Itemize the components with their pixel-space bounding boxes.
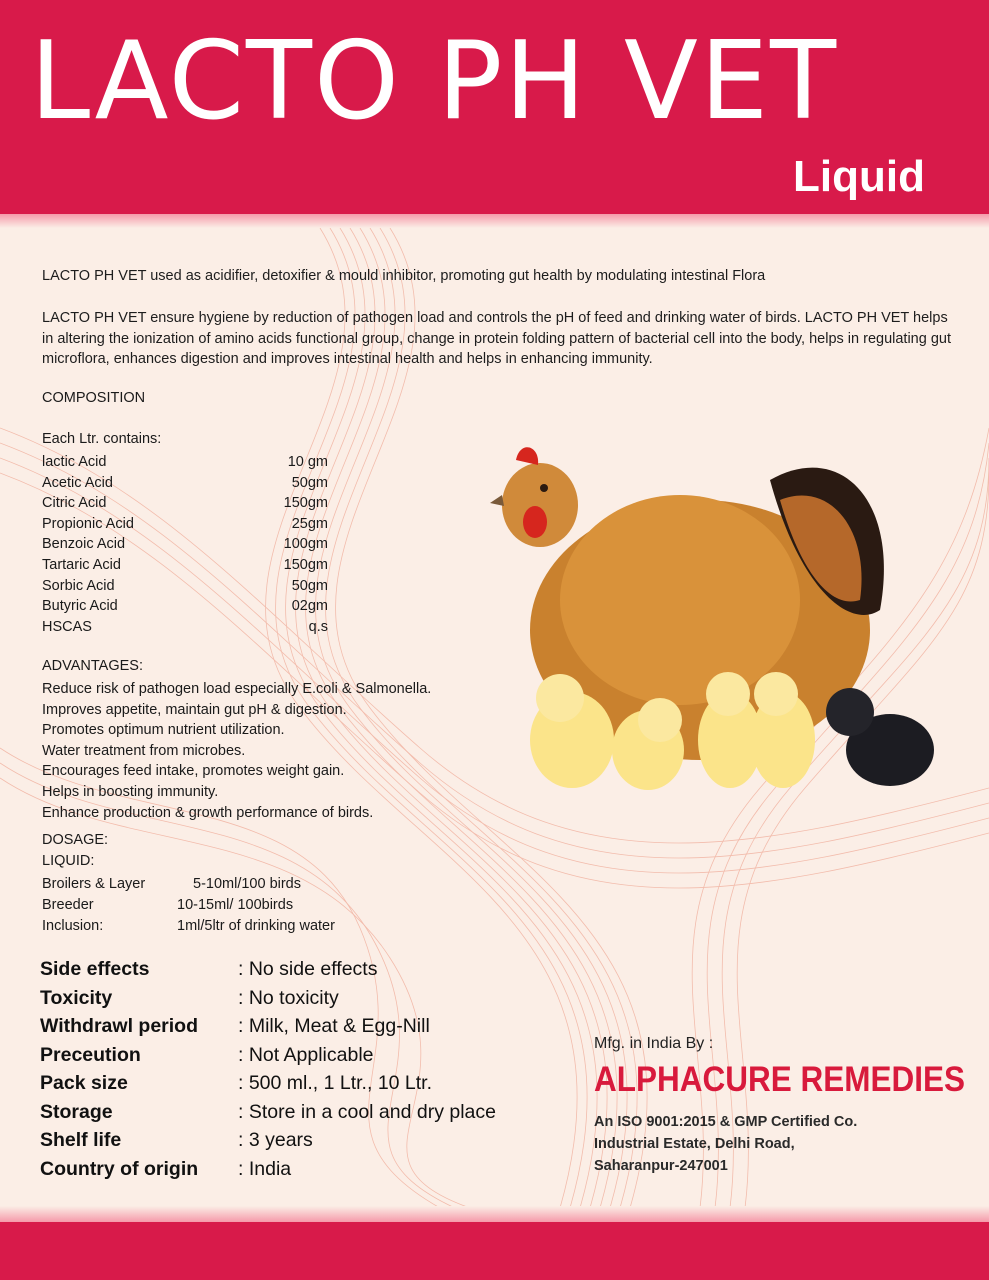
spec-row: [40, 1072, 600, 1100]
company-address-line: Industrial Estate, Delhi Road,: [594, 1136, 795, 1152]
advantage-item: Improves appetite, maintain gut pH & digestion.: [42, 701, 347, 718]
spec-value: : 500 ml., 1 Ltr., 10 Ltr.: [238, 1072, 433, 1094]
advantages-list: [42, 679, 431, 823]
dosage-title: DOSAGE:: [42, 832, 109, 848]
spec-row: [40, 987, 600, 1015]
spec-value: : India: [238, 1157, 292, 1180]
spec-label: Toxicity: [40, 986, 113, 1009]
ingredient-amount: 50gm: [291, 577, 328, 594]
dosage-value: 1ml/5ltr of drinking water: [177, 918, 335, 934]
composition-item: [42, 617, 328, 638]
dosage-value: 5-10ml/100 birds: [193, 876, 301, 892]
composition-item: [42, 514, 328, 535]
composition-item: [42, 534, 328, 555]
footer-banner: [0, 1222, 989, 1280]
ingredient-name: Acetic Acid: [42, 474, 113, 491]
ingredient-amount: 100gm: [283, 536, 328, 553]
spec-row: [40, 1101, 600, 1129]
ingredient-name: Butyric Acid: [42, 598, 118, 615]
product-title: LACTO PH VET: [30, 19, 839, 144]
advantage-item: Encourages feed intake, promotes weight gain.: [42, 763, 345, 780]
advantage-item: Promotes optimum nutrient utilization.: [42, 722, 285, 739]
ingredient-amount: 50gm: [291, 474, 328, 491]
composition-item: [42, 596, 328, 617]
ingredient-name: Tartaric Acid: [42, 556, 121, 573]
spec-label: Side effects: [40, 958, 150, 980]
spec-label: Country of origin: [40, 1157, 199, 1180]
dosage-value: 10-15ml/ 100birds: [177, 897, 294, 913]
intro-paragraph-2: LACTO PH VET ensure hygiene by reduction of pathogen load and controls the pH of feed and drinking water of birds. LACTO PH VET helps in altering the ionization of amino acids functional group, change in protein folding pattern of bacterial cell into the body, helps in regulating gut microflora, enhances digestion and improves intestinal health and helps in enhancing immunity.: [42, 310, 951, 367]
ingredient-amount: 25gm: [291, 515, 328, 532]
spec-label: Storage: [40, 1100, 113, 1123]
advantage-item: Enhance production & growth performance of birds.: [42, 804, 374, 821]
spec-value: : No toxicity: [238, 986, 339, 1009]
spec-row: [40, 958, 600, 986]
spec-label: Pack size: [40, 1072, 128, 1094]
spec-value: : No side effects: [238, 958, 378, 980]
hen-with-chicks-illustration: [480, 440, 950, 800]
composition-item: [42, 493, 328, 514]
advantage-item: Reduce risk of pathogen load especially E.coli & Salmonella.: [42, 681, 432, 697]
composition-title: COMPOSITION: [42, 390, 146, 406]
spec-value: : Milk, Meat & Egg-Nill: [238, 1015, 430, 1037]
dosage-label: Inclusion:: [42, 918, 104, 934]
company-name: ALPHACURE REMEDIES: [594, 1060, 966, 1099]
footer-stripe: [0, 1206, 989, 1222]
spec-row: [40, 1129, 600, 1157]
spec-label: Withdrawl period: [40, 1015, 198, 1037]
product-subtitle: Liquid: [793, 152, 925, 201]
company-address-line: An ISO 9001:2015 & GMP Certified Co.: [594, 1114, 858, 1130]
spec-label: Preceution: [40, 1043, 141, 1066]
composition-item: [42, 576, 328, 597]
ingredient-amount: q.s: [308, 618, 328, 635]
spec-row: [40, 1044, 600, 1072]
manufacturer-label: Mfg. in India By :: [594, 1035, 714, 1052]
spec-row: [40, 1015, 600, 1043]
composition-item: [42, 473, 328, 494]
spec-row: [40, 1158, 600, 1186]
composition-list: [42, 452, 328, 637]
dosage-form: LIQUID:: [42, 853, 95, 869]
ingredient-name: lactic Acid: [42, 454, 107, 470]
ingredient-name: Citric Acid: [42, 495, 107, 512]
ingredient-name: Propionic Acid: [42, 515, 134, 532]
dosage-label: Broilers & Layer: [42, 876, 146, 892]
spec-value: : 3 years: [238, 1129, 313, 1151]
ingredient-amount: 10 gm: [287, 454, 328, 470]
intro-paragraph-1: LACTO PH VET used as acidifier, detoxifier & mould inhibitor, promoting gut health by modulating intestinal Flora: [42, 268, 766, 284]
composition-item: [42, 555, 328, 576]
composition-item: [42, 452, 328, 473]
spec-label: Shelf life: [40, 1129, 122, 1151]
dosage-label: Breeder: [42, 897, 94, 913]
ingredient-amount: 150gm: [283, 495, 328, 512]
company-address-line: Saharanpur-247001: [594, 1158, 728, 1174]
advantages-title: ADVANTAGES:: [42, 658, 143, 674]
spec-value: : Not Applicable: [238, 1043, 374, 1066]
advantage-item: Helps in boosting immunity.: [42, 783, 219, 800]
ingredient-amount: 02gm: [291, 598, 328, 615]
ingredient-name: Sorbic Acid: [42, 577, 115, 594]
ingredient-amount: 150gm: [283, 556, 328, 573]
spec-value: : Store in a cool and dry place: [238, 1100, 496, 1123]
ingredient-name: HSCAS: [42, 618, 92, 635]
advantage-item: Water treatment from microbes.: [42, 742, 246, 759]
composition-intro: Each Ltr. contains:: [42, 431, 162, 447]
header-stripe: [0, 214, 989, 228]
ingredient-name: Benzoic Acid: [42, 536, 126, 553]
